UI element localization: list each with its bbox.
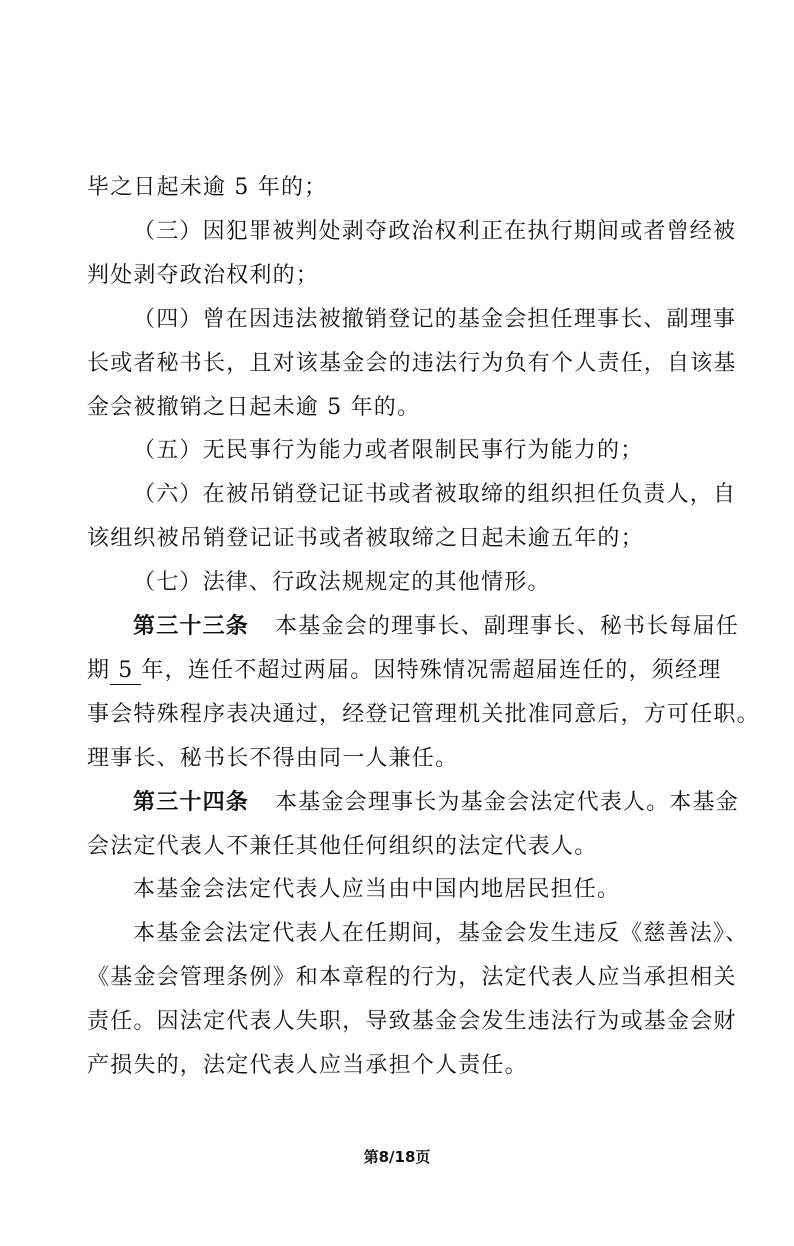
list-item-7: （七）法律、行政法规规定的其他情形。 — [133, 570, 551, 595]
list-item-4: （四）曾在因违法被撤销登记的基金会担任理事长、副理事 — [133, 307, 737, 332]
article-34-paragraph-3-line-1: 本基金会法定代表人在任期间，基金会发生违反《慈善法》、 — [133, 921, 749, 946]
page-number: 第8/18页 — [363, 1148, 431, 1166]
article-33-heading: 第三十三条 — [133, 614, 250, 639]
text-line: 判处剥夺政治权利的； — [87, 263, 320, 288]
article-33-term-suffix: 年，连任不超过两届。因特殊情况需超届连任的，须经理 — [141, 658, 722, 683]
text-line: 金会被撤销之日起未逾 5 年的。 — [87, 395, 421, 420]
article-33-text: 本基金会的理事长、副理事长、秘书长每届任 — [275, 614, 740, 639]
article-33-line-1 — [133, 611, 739, 643]
text-line: 该组织被吊销登记证书或者被取缔之日起未逾五年的； — [87, 526, 644, 551]
article-34-paragraph-3-line-4: 产损失的，法定代表人应当承担个人责任。 — [87, 1053, 528, 1078]
article-34-line-2: 会法定代表人不兼任其他任何组织的法定代表人。 — [87, 834, 598, 859]
article-34-line-1 — [133, 787, 739, 819]
article-33-line-4: 理事长、秘书长不得由同一人兼任。 — [87, 746, 459, 771]
text-line: 毕之日起未逾 5 年的； — [87, 175, 328, 200]
article-34-paragraph-2: 本基金会法定代表人应当由中国内地居民担任。 — [133, 877, 621, 902]
list-item-5: （五）无民事行为能力或者限制民事行为能力的； — [133, 438, 644, 463]
list-item-3: （三）因犯罪被判处剥夺政治权利正在执行期间或者曾经被 — [133, 219, 737, 244]
article-34-text: 本基金会理事长为基金会法定代表人。本基金 — [275, 790, 740, 815]
article-33-line-2 — [87, 655, 721, 687]
article-34-paragraph-3-line-3: 责任。因法定代表人失职，导致基金会发生违法行为或基金会财 — [87, 1009, 737, 1034]
text-line: 长或者秘书长，且对该基金会的违法行为负有个人责任，自该基 — [87, 351, 737, 376]
list-item-6: （六）在被吊销登记证书或者被取缔的组织担任负责人，自 — [133, 482, 737, 507]
article-34-paragraph-3-line-2: 《基金会管理条例》和本章程的行为，法定代表人应当承担相关 — [87, 965, 737, 990]
article-34-heading: 第三十四条 — [133, 790, 250, 815]
article-33-line-3: 事会特殊程序表决通过，经登记管理机关批准同意后，方可任职。 — [87, 702, 760, 727]
term-years-value: 5 — [110, 658, 141, 685]
article-33-term-prefix: 期 — [87, 658, 111, 683]
